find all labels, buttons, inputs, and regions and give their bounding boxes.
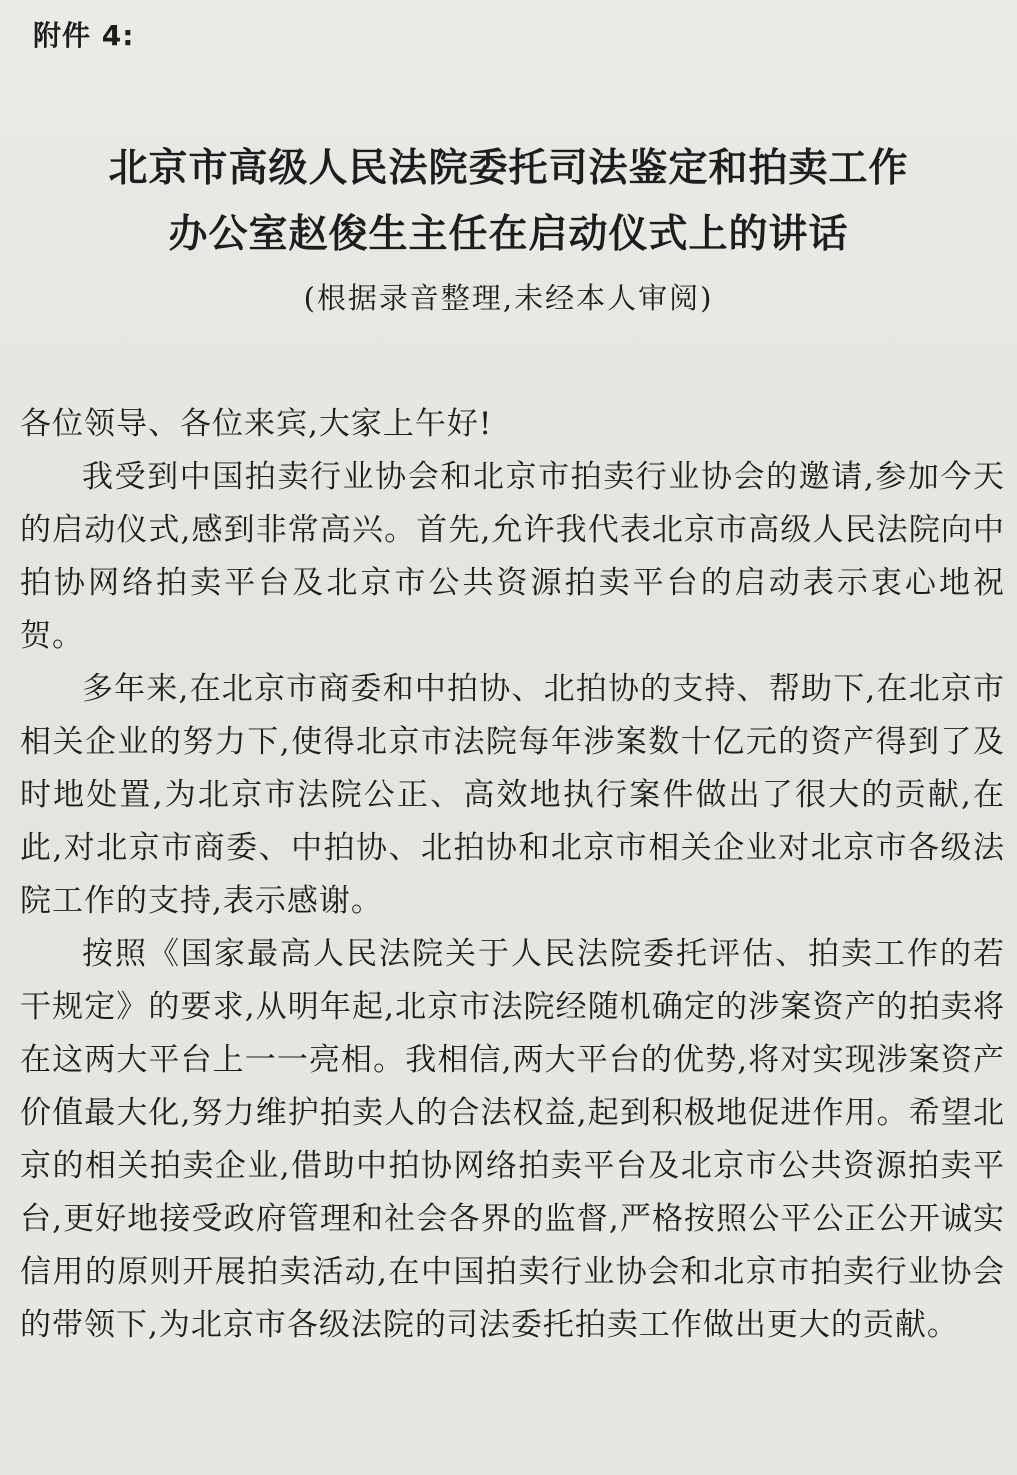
greeting-paragraph: 各位领导、各位来宾,大家上午好!	[20, 406, 493, 442]
document-title	[0, 136, 1017, 268]
attachment-label: 附件 4:	[33, 19, 135, 52]
body-paragraph-3: 按照《国家最高人民法院关于人民法院委托评估、拍卖工作的若干规定》的要求,从明年起,北京市法院经随机确定的涉案资产的拍卖将在这两大平台上一一亮相。我相信,两大平台的优势,将对实现涉案资产价值最大化,努力维护拍卖人的合法权益,起到积极地促进作用。希望北京的相关拍卖企业,借助中拍协网络拍卖平台及北京市公共资源拍卖平台,更好地接受政府管理和社会各界的监督,严格按照公平公正公开诚实信用的原则开展拍卖活动,在中国拍卖行业协会和北京市拍卖行业协会的带领下,为北京市各级法院的司法委托拍卖工作做出更大的贡献。	[20, 936, 1005, 1343]
title-line-2: 办公室赵俊生主任在启动仪式上的讲话	[168, 212, 849, 257]
document-body	[20, 398, 1005, 1352]
document-subtitle: (根据录音整理,未经本人审阅)	[303, 281, 714, 315]
body-paragraph-2: 多年来,在北京市商委和中拍协、北拍协的支持、帮助下,在北京市相关企业的努力下,使得北京市法院每年涉案数十亿元的资产得到了及时地处置,为北京市法院公正、高效地执行案件做出了很大的贡献,在此,对北京市商委、中拍协、北拍协和北京市相关企业对北京市各级法院工作的支持,表示感谢。	[20, 671, 1005, 919]
body-paragraph-1: 我受到中国拍卖行业协会和北京市拍卖行业协会的邀请,参加今天的启动仪式,感到非常高兴。首先,允许我代表北京市高级人民法院向中拍协网络拍卖平台及北京市公共资源拍卖平台的启动表示衷心地祝贺。	[20, 459, 1005, 654]
title-line-1: 北京市高级人民法院委托司法鉴定和拍卖工作	[108, 146, 909, 191]
